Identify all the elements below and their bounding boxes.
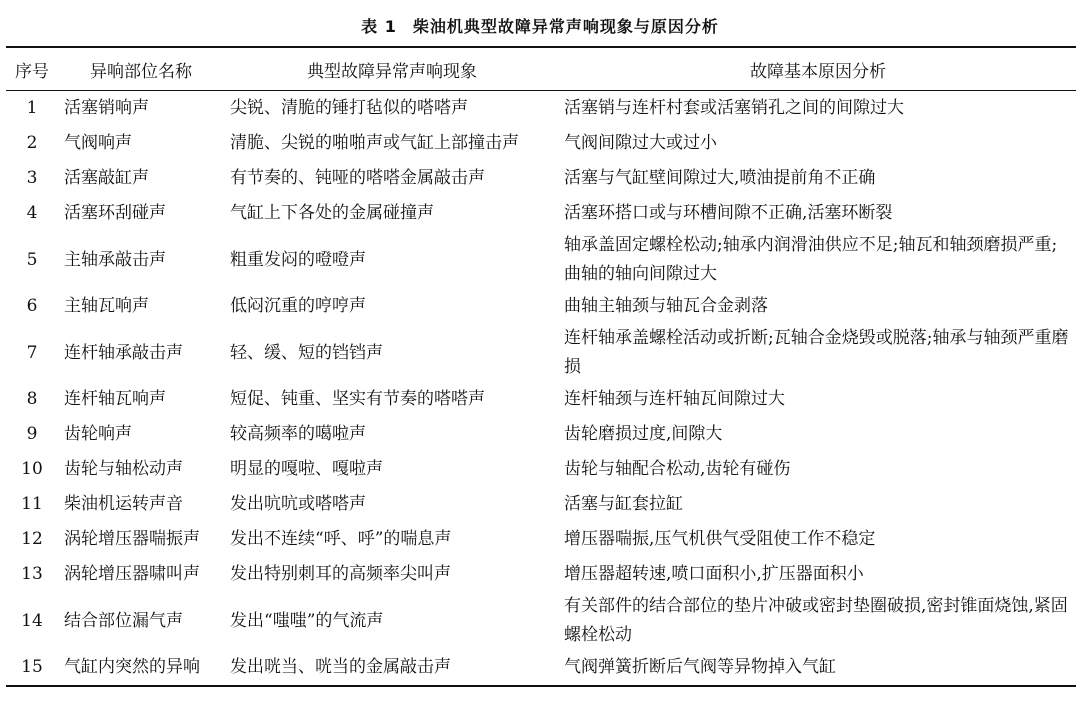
cell-symptom: 发出吭吭或嗒嗒声 bbox=[230, 494, 366, 514]
table-row bbox=[6, 289, 1076, 324]
cell-serial: 3 bbox=[26, 168, 38, 188]
table-title: 柴油机典型故障异常声响现象与原因分析 bbox=[412, 17, 719, 36]
cell-part-name: 结合部位漏气声 bbox=[64, 610, 183, 631]
table-row bbox=[6, 126, 1076, 161]
cell-symptom: 短促、钝重、坚实有节奏的嗒嗒声 bbox=[230, 389, 485, 409]
cell-symptom: 粗重发闷的噔噔声 bbox=[230, 249, 366, 270]
cell-part-name: 活塞环刮碰声 bbox=[64, 203, 166, 223]
cell-cause: 活塞销与连杆村套或活塞销孔之间的间隙过大 bbox=[564, 98, 904, 118]
table-row bbox=[6, 161, 1076, 196]
cell-symptom: 尖锐、清脆的锤打毡似的嗒嗒声 bbox=[230, 98, 468, 118]
cell-part-name: 活塞销响声 bbox=[64, 98, 149, 118]
fault-analysis-table bbox=[6, 46, 1076, 687]
cell-cause: 活塞与缸套拉缸 bbox=[564, 494, 683, 514]
cell-symptom: 明显的嘎啦、嘎啦声 bbox=[230, 459, 383, 479]
table-number: 表 1 bbox=[361, 17, 397, 36]
header-cause: 故障基本原因分析 bbox=[750, 61, 886, 82]
table-row bbox=[6, 487, 1076, 522]
cell-symptom: 清脆、尖锐的啪啪声或气缸上部撞击声 bbox=[230, 133, 519, 153]
cell-cause: 活塞环搭口或与环槽间隙不正确,活塞环断裂 bbox=[564, 203, 893, 223]
cell-part-name: 活塞敲缸声 bbox=[64, 168, 149, 188]
cell-serial: 2 bbox=[26, 133, 38, 153]
header-serial: 序号 bbox=[15, 61, 49, 82]
cell-cause: 活塞与气缸壁间隙过大,喷油提前角不正确 bbox=[564, 168, 876, 188]
table-row bbox=[6, 557, 1076, 592]
cell-cause: 气阀间隙过大或过小 bbox=[564, 133, 717, 153]
table-row bbox=[6, 452, 1076, 487]
cell-cause: 齿轮与轴配合松动,齿轮有碰伤 bbox=[564, 459, 791, 479]
cell-cause: 气阀弹簧折断后气阀等异物掉入气缸 bbox=[564, 657, 836, 677]
cell-symptom: 有节奏的、钝哑的嗒嗒金属敲击声 bbox=[230, 168, 485, 188]
cell-symptom: 发出不连续“呼、呼”的喘息声 bbox=[230, 529, 452, 549]
table-header-row bbox=[6, 47, 1076, 91]
cell-part-name: 涡轮增压器啸叫声 bbox=[64, 564, 200, 584]
cell-part-name: 气阀响声 bbox=[64, 133, 132, 153]
table-row bbox=[6, 417, 1076, 452]
table-row bbox=[6, 650, 1076, 686]
cell-part-name: 气缸内突然的异响 bbox=[64, 657, 200, 677]
cell-serial: 1 bbox=[26, 98, 38, 118]
cell-symptom: 发出特别刺耳的高频率尖叫声 bbox=[230, 564, 451, 584]
table-row bbox=[6, 592, 1076, 650]
table-row bbox=[6, 231, 1076, 289]
cell-symptom: 低闷沉重的哼哼声 bbox=[230, 296, 366, 316]
cell-symptom: 气缸上下各处的金属碰撞声 bbox=[230, 203, 434, 223]
cell-serial: 14 bbox=[21, 610, 43, 631]
cell-part-name: 连杆轴承敲击声 bbox=[64, 342, 183, 363]
table-row bbox=[6, 382, 1076, 417]
cell-cause: 连杆轴颈与连杆轴瓦间隙过大 bbox=[564, 389, 785, 409]
cell-part-name: 齿轮与轴松动声 bbox=[64, 459, 183, 479]
cell-cause: 增压器超转速,喷口面积小,扩压器面积小 bbox=[564, 564, 864, 584]
cell-symptom: 发出咣当、咣当的金属敲击声 bbox=[230, 657, 451, 677]
header-symptom: 典型故障异常声响现象 bbox=[307, 61, 477, 82]
table-row bbox=[6, 196, 1076, 231]
cell-symptom: 轻、缓、短的铛铛声 bbox=[230, 342, 383, 363]
cell-serial: 15 bbox=[21, 657, 43, 677]
cell-serial: 7 bbox=[26, 342, 38, 363]
cell-serial: 11 bbox=[21, 494, 43, 514]
cell-serial: 4 bbox=[26, 203, 38, 223]
cell-part-name: 柴油机运转声音 bbox=[64, 494, 183, 514]
cell-part-name: 连杆轴瓦响声 bbox=[64, 389, 166, 409]
cell-cause: 齿轮磨损过度,间隙大 bbox=[564, 424, 723, 444]
cell-part-name: 主轴承敲击声 bbox=[64, 249, 166, 270]
cell-cause: 有关部件的结合部位的垫片冲破或密封垫圈破损,密封锥面烧蚀,紧固螺栓松动 bbox=[564, 596, 1068, 645]
cell-cause: 曲轴主轴颈与轴瓦合金剥落 bbox=[564, 296, 768, 316]
cell-serial: 8 bbox=[26, 389, 38, 409]
table-caption bbox=[0, 14, 1080, 37]
cell-serial: 9 bbox=[26, 424, 38, 444]
cell-cause: 轴承盖固定螺栓松动;轴承内润滑油供应不足;轴瓦和轴颈磨损严重;曲轴的轴向间隙过大 bbox=[564, 235, 1058, 284]
cell-cause: 增压器喘振,压气机供气受阻使工作不稳定 bbox=[564, 529, 876, 549]
cell-serial: 12 bbox=[21, 529, 43, 549]
cell-serial: 6 bbox=[26, 296, 38, 316]
table-row bbox=[6, 522, 1076, 557]
table-row bbox=[6, 324, 1076, 382]
cell-serial: 5 bbox=[26, 249, 38, 270]
cell-symptom: 发出“嗤嗤”的气流声 bbox=[230, 610, 384, 631]
cell-serial: 10 bbox=[21, 459, 43, 479]
cell-cause: 连杆轴承盖螺栓活动或折断;瓦轴合金烧毁或脱落;轴承与轴颈严重磨损 bbox=[564, 328, 1069, 377]
header-part-name: 异响部位名称 bbox=[90, 61, 192, 82]
table-row bbox=[6, 91, 1076, 127]
cell-serial: 13 bbox=[21, 564, 43, 584]
cell-part-name: 主轴瓦响声 bbox=[64, 296, 149, 316]
cell-symptom: 较高频率的噶啦声 bbox=[230, 424, 366, 444]
cell-part-name: 齿轮响声 bbox=[64, 424, 132, 444]
cell-part-name: 涡轮增压器喘振声 bbox=[64, 529, 200, 549]
